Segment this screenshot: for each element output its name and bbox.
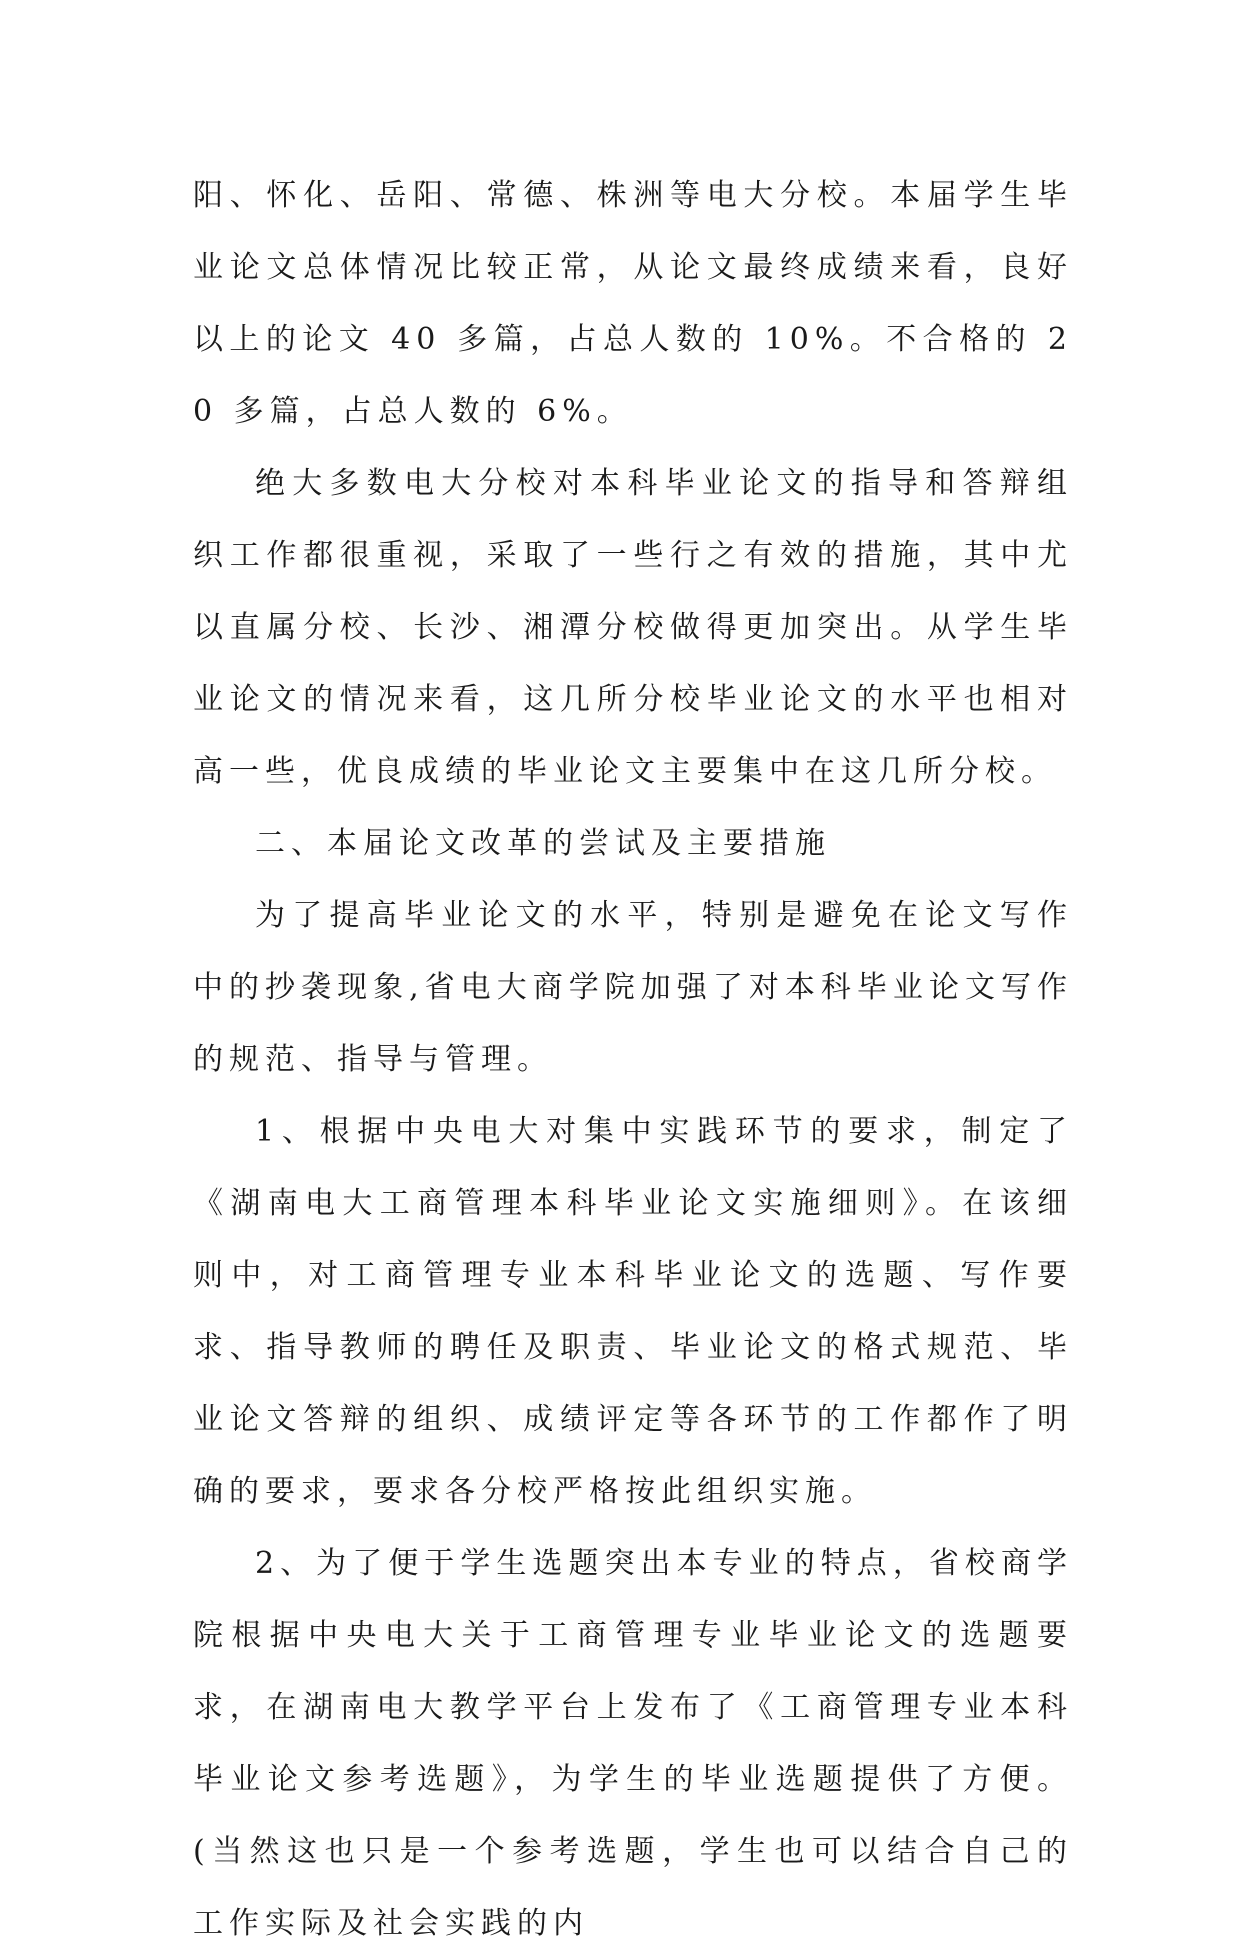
paragraph-2: 绝大多数电大分校对本科毕业论文的指导和答辩组织工作都很重视，采取了一些行之有效的措施，其中尤以直属分校、长沙、湘潭分校做得更加突出。从学生毕业论文的情况来看，这几所分校毕业论文的水平也相对高一些，优良成绩的毕业论文主要集中在这几所分校。 xyxy=(193,466,1073,789)
section-heading-2: 二、本届论文改革的尝试及主要措施 xyxy=(255,826,831,861)
paragraph-item-1: 1、根据中央电大对集中实践环节的要求，制定了《湖南电大工商管理本科毕业论文实施细则》。在该细则中，对工商管理专业本科毕业论文的选题、写作要求、指导教师的聘任及职责、毕业论文的格式规范、毕业论文答辩的组织、成绩评定等各环节的工作都作了明确的要求，要求各分校严格按此组织实施。 xyxy=(193,1114,1073,1509)
paragraph-item-2: 2、为了便于学生选题突出本专业的特点，省校商学院根据中央电大关于工商管理专业毕业论文的选题要求，在湖南电大教学平台上发布了《工商管理专业本科毕业论文参考选题》，为学生的毕业选题提供了方便。(当然这也只是一个参考选题，学生也可以结合自己的工作实际及社会实践的内 xyxy=(193,1546,1073,1941)
paragraph-1: 阳、怀化、岳阳、常德、株洲等电大分校。本届学生毕业论文总体情况比较正常，从论文最终成绩来看，良好以上的论文 40 多篇，占总人数的 10%。不合格的 20 多篇，占总人数的 6%。 xyxy=(193,178,1073,429)
paragraph-3: 为了提高毕业论文的水平，特别是避免在论文写作中的抄袭现象,省电大商学院加强了对本科毕业论文写作的规范、指导与管理。 xyxy=(193,898,1073,1077)
document-body xyxy=(193,160,1073,1960)
